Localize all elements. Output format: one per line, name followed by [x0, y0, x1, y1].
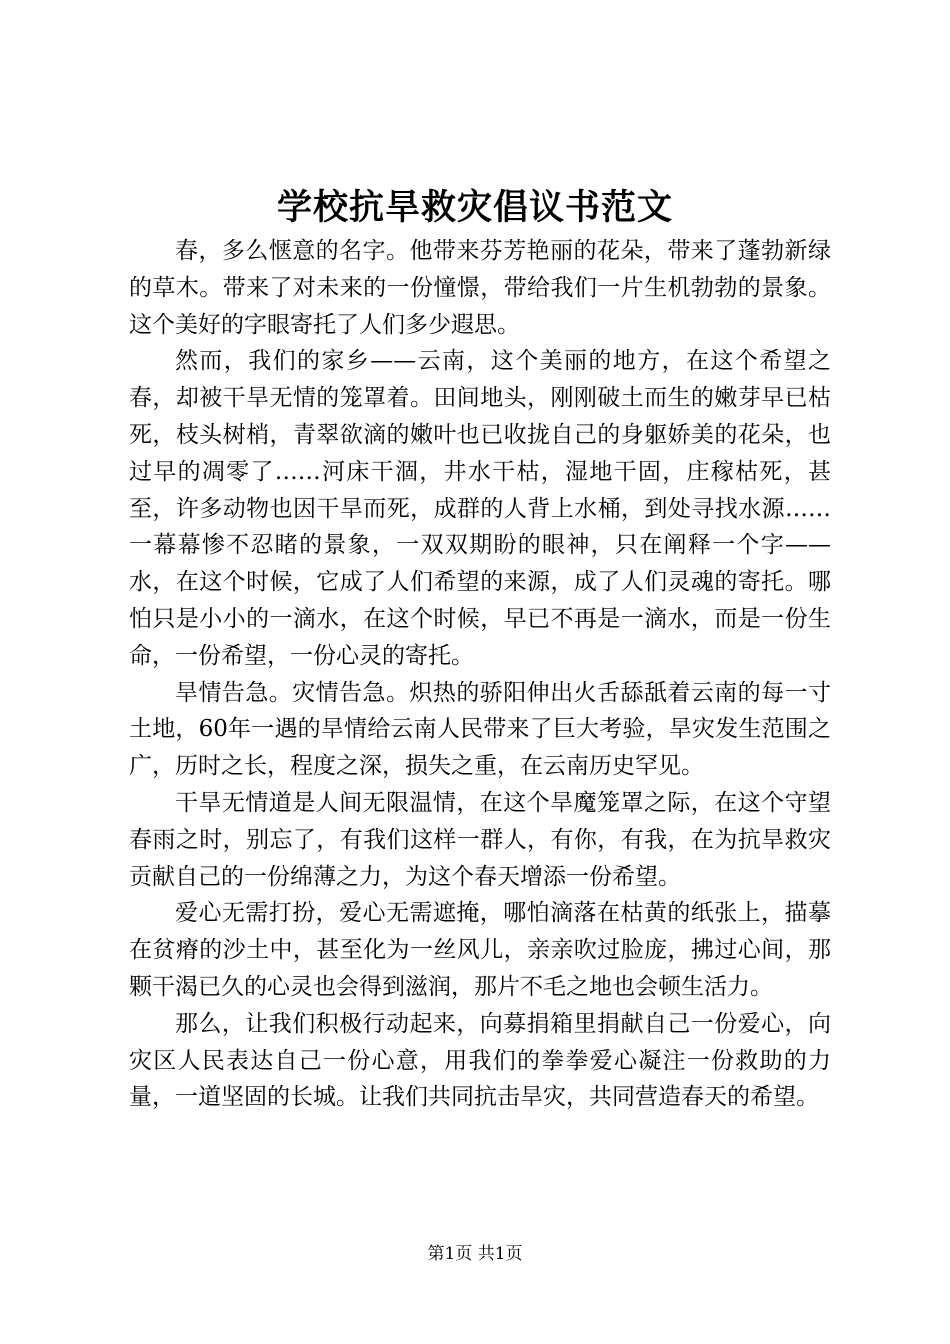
document-body — [129, 233, 831, 1116]
paragraph-6: 那么，让我们积极行动起来，向募捐箱里捐献自己一份爱心，向灾区人民表达自己一份心意，用我们的拳拳爱心凝注一份救助的力量，一道坚固的长城。让我们共同抗击旱灾，共同营造春天的希望。 — [129, 1010, 831, 1111]
paragraph-2: 然而，我们的家乡——云南，这个美丽的地方，在这个希望之春，却被干旱无情的笼罩着。田间地头，刚刚破土而生的嫩芽早已枯死，枝头树梢，青翠欲滴的嫩叶也已收拢自己的身躯娇美的花朵，也过早的凋零了……河床干涸，井水干枯，湿地干固，庄稼枯死，甚至，许多动物也因干旱而死，成群的人背上水桶，到处寻找水源……一幕幕惨不忍睹的景象，一双双期盼的眼神，只在阐释一个字——水，在这个时候，它成了人们希望的来源，成了人们灵魂的寄托。哪怕只是小小的一滴水，在这个时候，早已不再是一滴水，而是一份生命，一份希望，一份心灵的寄托。 — [129, 348, 831, 669]
paragraph-4: 干旱无情道是人间无限温情，在这个旱魔笼罩之际，在这个守望春雨之时，别忘了，有我们这样一群人，有你，有我，在为抗旱救灾贡献自己的一份绵薄之力，为这个春天增添一份希望。 — [129, 789, 831, 890]
document-title: 学校抗旱救灾倡议书范文 — [276, 187, 673, 228]
paragraph-1: 春，多么惬意的名字。他带来芬芳艳丽的花朵，带来了蓬勃新绿的草木。带来了对未来的一份憧憬，带给我们一片生机勃勃的景象。这个美好的字眼寄托了人们多少遐思。 — [129, 238, 831, 338]
paragraph-3: 旱情告急。灾情告急。炽热的骄阳伸出火舌舔舐着云南的每一寸土地，60年一遇的旱情给云南人民带来了巨大考验，旱灾发生范围之广，历时之长，程度之深，损失之重，在云南历史罕见。 — [129, 679, 831, 780]
paragraph-5: 爱心无需打扮，爱心无需遮掩，哪怕滴落在枯黄的纸张上，描摹在贫瘠的沙土中，甚至化为一丝风儿，亲亲吹过脸庞，拂过心间，那颗干渴已久的心灵也会得到滋润，那片不毛之地也会顿生活力。 — [129, 900, 831, 1000]
page-footer: 第1页 共1页 — [427, 1244, 523, 1264]
